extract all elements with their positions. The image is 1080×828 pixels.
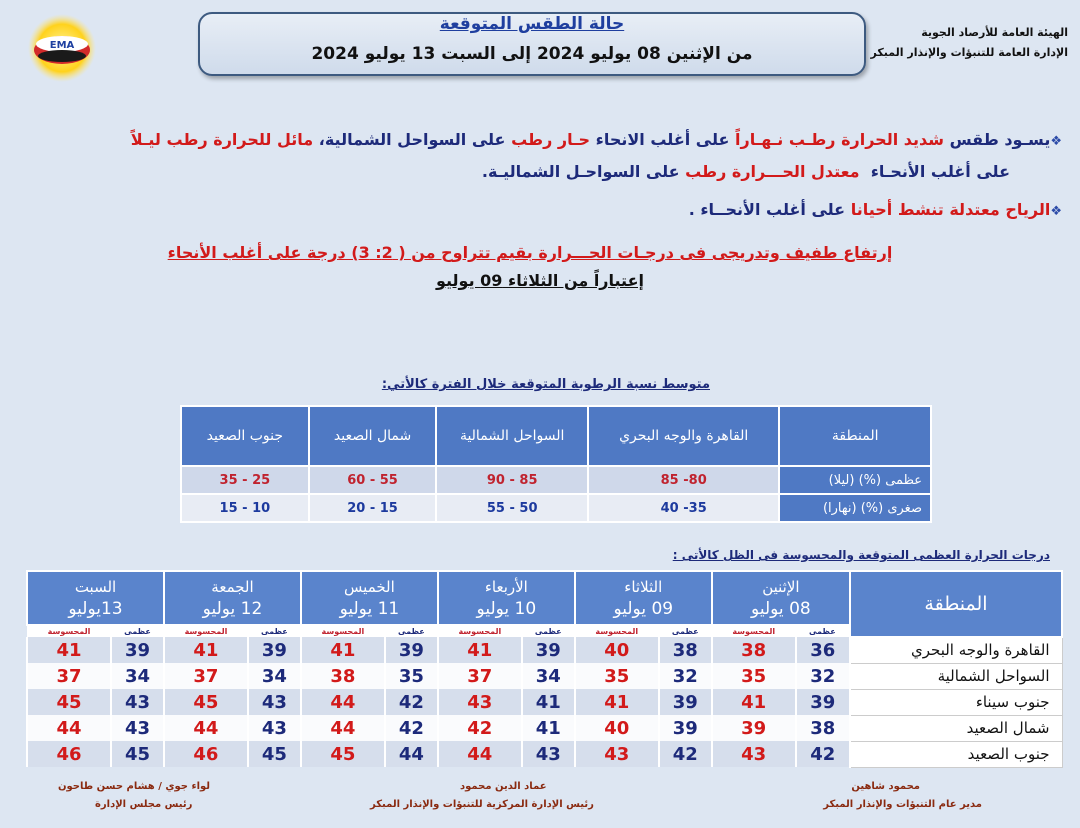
cell: 55 - 60 bbox=[309, 466, 437, 494]
org-department: الإدارة العامة للتنبؤات والإنذار المبكر bbox=[870, 46, 1068, 59]
signature-left bbox=[58, 781, 210, 792]
max-label: عظمى bbox=[522, 625, 575, 637]
feels-like-temp: 40 bbox=[575, 715, 659, 741]
feels-like-temp: 44 bbox=[301, 715, 385, 741]
temperature-rise-note: إرتفاع طفيف وتدريجى فى درجـات الحـــرارة بقيم تتراوح من ( 2: 3) درجة على أغلب الأنحاء bbox=[167, 243, 893, 262]
humidity-header: شمال الصعيد bbox=[309, 406, 437, 466]
row-label: صغرى (%) (نهارا) bbox=[779, 494, 931, 522]
signer-title: رئيس مجلس الإدارة bbox=[95, 799, 193, 810]
feels-like-label: المحسوسة bbox=[164, 625, 248, 637]
region-header: المنطقة bbox=[850, 571, 1062, 637]
max-temp: 39 bbox=[248, 637, 301, 663]
day-header bbox=[301, 571, 438, 625]
table-row bbox=[181, 466, 931, 494]
feels-like-temp: 41 bbox=[301, 637, 385, 663]
max-temp: 39 bbox=[522, 637, 575, 663]
max-temp: 39 bbox=[659, 715, 712, 741]
max-temp: 39 bbox=[385, 637, 438, 663]
humidity-table bbox=[180, 405, 932, 523]
region-name: السواحل الشمالية bbox=[850, 663, 1062, 689]
table-row bbox=[27, 637, 1062, 663]
max-temp: 43 bbox=[522, 741, 575, 767]
max-label: عظمى bbox=[796, 625, 850, 637]
feels-like-temp: 41 bbox=[27, 637, 111, 663]
max-temp: 42 bbox=[796, 741, 850, 767]
max-temp: 44 bbox=[385, 741, 438, 767]
max-temp: 39 bbox=[796, 689, 850, 715]
day-name: الأربعاء bbox=[484, 578, 528, 596]
feels-like-temp: 40 bbox=[575, 637, 659, 663]
humidity-header: القاهرة والوجه البحري bbox=[588, 406, 779, 466]
table-row bbox=[27, 741, 1062, 767]
max-label: عظمى bbox=[659, 625, 712, 637]
feels-like-temp: 45 bbox=[301, 741, 385, 767]
page-subtitle: من الإثنين 08 يوليو 2024 إلى السبت 13 يوليو 2024 bbox=[311, 44, 753, 64]
feels-like-temp: 44 bbox=[27, 715, 111, 741]
feels-like-temp: 41 bbox=[164, 637, 248, 663]
signer-name: لواء جوي / هشام حسن طاحون bbox=[58, 781, 211, 792]
day-name: الخميس bbox=[344, 578, 395, 596]
day-header bbox=[575, 571, 712, 625]
temperature-caption: درجات الحرارة العظمى المتوقعة والمحسوسة فى الظل كالأتى : bbox=[672, 548, 1050, 562]
max-temp: 36 bbox=[796, 637, 850, 663]
feels-like-temp: 38 bbox=[712, 637, 796, 663]
feels-like-label: المحسوسة bbox=[27, 625, 111, 637]
max-label: عظمى bbox=[111, 625, 164, 637]
forecast-line-1: ❖يسـود طقس شديد الحرارة رطـب نـهـاراً على أغلب الانحاء حـار رطب على السواحل الشمالية، مائل للحرارة رطب ليـلاً bbox=[130, 130, 1062, 149]
max-temp: 34 bbox=[522, 663, 575, 689]
day-header bbox=[164, 571, 301, 625]
table-row bbox=[181, 494, 931, 522]
humidity-header: المنطقة bbox=[779, 406, 931, 466]
max-temp: 42 bbox=[385, 715, 438, 741]
feels-like-label: المحسوسة bbox=[438, 625, 522, 637]
feels-like-temp: 38 bbox=[301, 663, 385, 689]
max-temp: 34 bbox=[111, 663, 164, 689]
table-row bbox=[27, 663, 1062, 689]
cell: 80- 85 bbox=[588, 466, 779, 494]
feels-like-temp: 35 bbox=[712, 663, 796, 689]
max-temp: 43 bbox=[111, 715, 164, 741]
table-row bbox=[27, 715, 1062, 741]
day-header bbox=[438, 571, 575, 625]
feels-like-temp: 45 bbox=[27, 689, 111, 715]
max-temp: 43 bbox=[248, 715, 301, 741]
feels-like-temp: 41 bbox=[712, 689, 796, 715]
max-temp: 39 bbox=[111, 637, 164, 663]
feels-like-temp: 46 bbox=[27, 741, 111, 767]
feels-like-temp: 44 bbox=[438, 741, 522, 767]
max-temp: 43 bbox=[248, 689, 301, 715]
day-name: الثلاثاء bbox=[624, 578, 663, 596]
region-name: جنوب سيناء bbox=[850, 689, 1062, 715]
forecast-line-3: ❖الرياح معتدلة تنشط أحيانا على أغلب الأنحــاء . bbox=[688, 200, 1062, 219]
diamond-bullet-icon: ❖ bbox=[1050, 204, 1062, 219]
day-date: 11 يوليو bbox=[339, 599, 400, 619]
feels-like-label: المحسوسة bbox=[712, 625, 796, 637]
signer-title: رئيس الإدارة المركزية للتنبؤات والإنذار المبكر bbox=[370, 799, 594, 810]
ema-logo bbox=[14, 14, 124, 82]
day-date: 13يوليو bbox=[68, 599, 123, 619]
feels-like-temp: 35 bbox=[575, 663, 659, 689]
feels-like-temp: 43 bbox=[575, 741, 659, 767]
max-temp: 41 bbox=[522, 689, 575, 715]
region-name: القاهرة والوجه البحري bbox=[850, 637, 1062, 663]
feels-like-temp: 37 bbox=[27, 663, 111, 689]
feels-like-temp: 42 bbox=[438, 715, 522, 741]
diamond-bullet-icon: ❖ bbox=[1050, 134, 1062, 149]
humidity-header: جنوب الصعيد bbox=[181, 406, 309, 466]
page-title: حالة الطقس المتوقعة bbox=[439, 14, 625, 34]
signer-name: محمود شاهين bbox=[851, 781, 920, 792]
temperature-table bbox=[26, 570, 1063, 768]
feels-like-temp: 44 bbox=[164, 715, 248, 741]
feels-like-temp: 43 bbox=[438, 689, 522, 715]
day-date: 12 يوليو bbox=[202, 599, 263, 619]
forecast-line-2: على أغلب الأنحـاء معتدل الحـــرارة رطب على السواحـل الشماليـة. bbox=[481, 162, 1010, 181]
cell: 15 - 20 bbox=[309, 494, 437, 522]
signature-right-title bbox=[823, 799, 982, 810]
max-temp: 38 bbox=[796, 715, 850, 741]
cell: 10 - 15 bbox=[181, 494, 309, 522]
signature-middle-title bbox=[370, 799, 594, 810]
day-name: الجمعة bbox=[211, 578, 254, 596]
feels-like-temp: 37 bbox=[438, 663, 522, 689]
feels-like-temp: 44 bbox=[301, 689, 385, 715]
max-temp: 45 bbox=[111, 741, 164, 767]
signer-name: عماد الدين محمود bbox=[460, 781, 547, 792]
feels-like-label: المحسوسة bbox=[301, 625, 385, 637]
day-name: الإثنين bbox=[762, 578, 800, 596]
signature-left-title bbox=[95, 799, 192, 810]
day-date: 10 يوليو bbox=[476, 599, 537, 619]
humidity-header: السواحل الشمالية bbox=[436, 406, 588, 466]
signer-title: مدير عام التنبؤات والإنذار المبكر bbox=[823, 799, 982, 810]
row-label: عظمى (%) (ليلا) bbox=[779, 466, 931, 494]
max-temp: 38 bbox=[659, 637, 712, 663]
cell: 50 - 55 bbox=[436, 494, 588, 522]
table-row bbox=[27, 689, 1062, 715]
cell: 25 - 35 bbox=[181, 466, 309, 494]
cell: 35- 40 bbox=[588, 494, 779, 522]
region-name: جنوب الصعيد bbox=[850, 741, 1062, 767]
max-temp: 34 bbox=[248, 663, 301, 689]
max-temp: 45 bbox=[248, 741, 301, 767]
max-label: عظمى bbox=[248, 625, 301, 637]
feels-like-temp: 43 bbox=[712, 741, 796, 767]
feels-like-label: المحسوسة bbox=[575, 625, 659, 637]
feels-like-temp: 37 bbox=[164, 663, 248, 689]
max-temp: 41 bbox=[522, 715, 575, 741]
day-date: 08 يوليو bbox=[751, 599, 811, 619]
day-date: 09 يوليو bbox=[613, 599, 674, 619]
feels-like-temp: 41 bbox=[575, 689, 659, 715]
max-temp: 32 bbox=[796, 663, 850, 689]
day-name: السبت bbox=[74, 578, 117, 596]
feels-like-temp: 39 bbox=[712, 715, 796, 741]
cell: 85 - 90 bbox=[436, 466, 588, 494]
max-temp: 43 bbox=[111, 689, 164, 715]
feels-like-temp: 46 bbox=[164, 741, 248, 767]
max-temp: 35 bbox=[385, 663, 438, 689]
humidity-caption: متوسط نسبة الرطوبة المتوقعة خلال الفترة كالأتي: bbox=[381, 377, 710, 392]
day-header bbox=[712, 571, 850, 625]
max-temp: 39 bbox=[659, 689, 712, 715]
signature-right bbox=[851, 781, 920, 792]
svg-text:EMA: EMA bbox=[49, 40, 75, 51]
max-temp: 42 bbox=[385, 689, 438, 715]
feels-like-temp: 41 bbox=[438, 637, 522, 663]
max-temp: 32 bbox=[659, 663, 712, 689]
region-name: شمال الصعيد bbox=[850, 715, 1062, 741]
max-label: عظمى bbox=[385, 625, 438, 637]
org-name: الهيئة العامة للأرصاد الجوية bbox=[921, 26, 1068, 39]
effective-from: إعتباراً من الثلاثاء 09 يوليو bbox=[435, 271, 644, 290]
day-header bbox=[27, 571, 164, 625]
signature-middle bbox=[460, 781, 547, 792]
feels-like-temp: 45 bbox=[164, 689, 248, 715]
max-temp: 42 bbox=[659, 741, 712, 767]
